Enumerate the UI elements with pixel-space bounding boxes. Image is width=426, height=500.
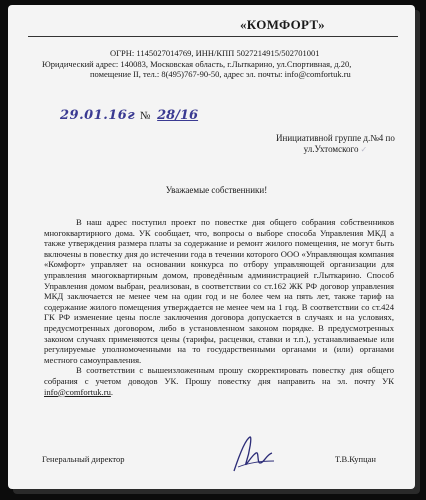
contact-line	[90, 69, 351, 79]
header-email-link[interactable]: info@comfortuk.ru	[284, 69, 351, 79]
company-name: «КОМФОРТ»	[240, 17, 325, 32]
signer-name: Т.В.Купцан	[335, 454, 376, 464]
recipient-line-1: Инициативной группе д.№4 по	[276, 133, 395, 143]
body-paragraph-1: В наш адрес поступил проект по повестке дня общего собрания собственников многоквартирного дома. УК сообщает, что, вопросы о выборе способа Управления МКД а также утверждения размера платы за содержание и ремонт жилого помещения, не могут быть включены в повестку дня до истечении года в течении которого ООО «Управляющая компания «Комфорт» управляет на основании конкурса по отбору управляющей организации для управления многоквартирным домом, проведённым администрацией г.Лыткарино. Способ Управления домом выбран, реализован, в соответствии со ст.162 ЖК РФ договор управления МКД заключается не менее чем на один год и не более чем на пять лет, также тариф на содержание жилого помещения утверждается не менее чем на 1 год. В соответствии со ст.424 ГК РФ изменение цены после заключения договора допускается в случаях и на условиях, предусмотренных договором, либо в установленном законом порядке. В предусмотренных законом случаях применяются цены (тарифы, расценки, ставки и т.п.), устанавливаемые или регулируемые уполномоченными на то государственными органами и (или) органами местного самоуправления.	[44, 217, 394, 365]
number-label: №	[139, 110, 151, 122]
greeting: Уважаемые собственники!	[165, 185, 268, 195]
legal-address: Юридический адрес: 140083, Московская область, г.Лыткарино, ул.Спортивная, д.20,	[42, 59, 352, 69]
recipient-line-2	[276, 144, 395, 155]
outgoing-reference	[60, 108, 198, 123]
outgoing-number: 28/16	[157, 108, 199, 123]
body-email-link[interactable]: info@comfortuk.ru	[44, 386, 111, 397]
document-frame	[8, 5, 415, 489]
handwritten-mark-icon: ✓	[360, 145, 368, 154]
body-paragraph-2-text: В соответствии с вышеизложенным прошу скорректировать повестку дня общего собрания с учетом доводов УК. Прошу повестку дня направить на эл. почту УК	[44, 365, 394, 386]
header-divider	[28, 36, 398, 37]
signer-title: Генеральный директор	[42, 454, 125, 464]
body-paragraph-2	[44, 365, 394, 397]
body-paragraph-2-end: .	[110, 386, 114, 397]
letter-body	[44, 217, 394, 397]
recipient-block	[276, 133, 395, 155]
contact-text: помещение II, тел.: 8(495)767-90-50, адрес эл. почты:	[90, 69, 285, 79]
signature-icon	[226, 433, 276, 475]
company-registration: ОГРН: 1145027014769, ИНН/КПП 5027214915/502701001	[110, 48, 320, 58]
letter-page	[8, 5, 415, 489]
recipient-street: ул.Ухтомского	[303, 144, 359, 154]
outgoing-date: 29.01.16г	[60, 108, 136, 123]
